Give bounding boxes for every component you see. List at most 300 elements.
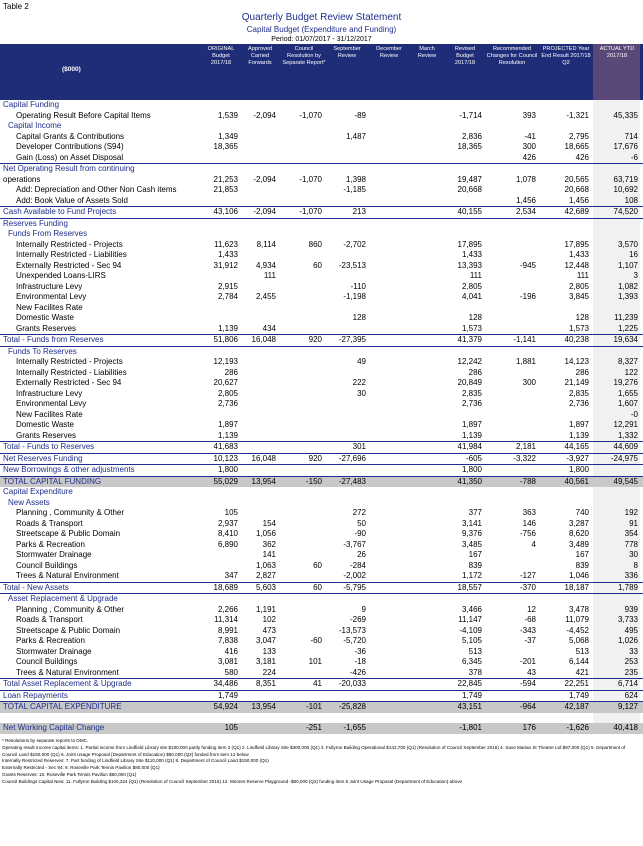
cell-value: 18,365: [213, 142, 238, 151]
cell-value: 43: [527, 667, 536, 677]
table-row: [0, 282, 643, 293]
row-label: Trees & Natural Environment: [16, 667, 119, 677]
cell-value: 3,845: [568, 292, 589, 301]
cell-value: -2,094: [253, 207, 276, 216]
cell-value: -90: [354, 529, 366, 538]
row-label: Externally Restricted - Sec 94: [16, 378, 122, 387]
cell-value: 513: [468, 646, 482, 656]
table-row: [0, 185, 643, 196]
cell-value: 13,954: [251, 476, 276, 486]
cell-value: 1,172: [461, 571, 482, 580]
row-label: Capital Funding: [3, 100, 60, 109]
cell-value: 17,676: [613, 142, 638, 151]
table-row: [0, 175, 643, 186]
table-row: [0, 582, 643, 595]
cell-value: -3,322: [513, 453, 536, 463]
cell-value: 6,714: [617, 679, 638, 688]
cell-value: 860: [308, 239, 322, 249]
table-row: [0, 163, 643, 175]
cell-value: 16,048: [251, 335, 276, 344]
cell-value: -36: [354, 646, 366, 656]
cell-value: 12,291: [613, 420, 638, 429]
table-row: [0, 605, 643, 616]
cell-value: 393: [522, 110, 536, 120]
cell-value: 3,466: [461, 604, 482, 614]
row-label: Internally Restricted - Liabilities: [16, 250, 127, 259]
table-row: [0, 713, 643, 724]
cell-value: 1,749: [461, 690, 482, 700]
table-row: [0, 271, 643, 282]
cell-value: 13,393: [457, 260, 482, 270]
cell-value: 354: [624, 529, 638, 538]
cell-value: -13,573: [338, 625, 366, 635]
column-header-carried-forwards: Approved Carried Forwards: [248, 46, 272, 66]
table-row: [0, 303, 643, 314]
table-row: [0, 142, 643, 153]
cell-value: 2,827: [255, 571, 276, 580]
cell-value: 5,603: [255, 582, 276, 592]
table-row: [0, 100, 643, 111]
cell-value: 55,029: [213, 476, 238, 486]
row-label: Streetscape & Public Domain: [16, 529, 121, 538]
statement-period: Period: 01/07/2017 - 31/12/2017: [271, 36, 372, 43]
cell-value: 224: [262, 667, 276, 677]
cell-value: 11,314: [214, 615, 238, 624]
cell-value: 111: [576, 271, 589, 280]
cell-value: -1,321: [566, 110, 589, 120]
cell-value: -150: [305, 476, 322, 486]
row-label: Loan Repayments: [3, 690, 68, 700]
table-row: [0, 691, 643, 703]
cell-value: 101: [308, 657, 322, 666]
cell-value: 1,349: [217, 131, 238, 141]
table-row: [0, 206, 643, 219]
table-row: [0, 540, 643, 551]
cell-value: 8,351: [255, 679, 276, 688]
row-label: Stormwater Drainage: [16, 550, 92, 559]
cell-value: 8,410: [217, 529, 238, 538]
cell-value: 9,127: [617, 702, 638, 711]
table-row: [0, 657, 643, 668]
table-row: [0, 529, 643, 540]
cell-value: -426: [349, 667, 366, 677]
cell-value: -2,702: [343, 239, 366, 249]
cell-value: 128: [352, 313, 366, 322]
cell-value: 2,915: [217, 281, 238, 291]
cell-value: -1,198: [343, 292, 366, 301]
table-row: [0, 357, 643, 368]
table-row: [0, 132, 643, 143]
cell-value: 1,881: [515, 357, 536, 366]
cell-value: 105: [224, 508, 238, 517]
table-number: Table 2: [3, 2, 29, 11]
table-row: [0, 723, 643, 734]
row-label: Grants Reserves: [16, 430, 77, 440]
cell-value: 513: [575, 646, 589, 656]
cell-value: 1,456: [568, 195, 589, 205]
cell-value: 1,433: [461, 250, 482, 259]
cell-value: 19,276: [613, 378, 638, 387]
cell-value: -68: [524, 615, 536, 624]
row-label: Streetscape & Public Domain: [16, 625, 121, 635]
cell-value: 1,191: [255, 604, 276, 614]
row-label: Domestic Waste: [16, 313, 74, 322]
cell-value: 6,144: [568, 657, 589, 666]
cell-value: 20,668: [457, 185, 482, 194]
cell-value: 18,557: [457, 582, 482, 592]
cell-value: -27,696: [338, 453, 366, 463]
column-header-march: March Review: [417, 46, 437, 59]
footnote: Internally Restricted Reserves: 7. Part funding of Lindfield Library Site $110,000 (Q1) 8. Department of Council Land $150,000 (Q1): [2, 758, 269, 764]
cell-value: 1,789: [617, 582, 638, 592]
cell-value: 2,836: [461, 131, 482, 141]
cell-value: 3,570: [617, 239, 638, 249]
cell-value: 74,520: [613, 207, 638, 216]
table-row: [0, 668, 643, 679]
row-label: Cash Available to Fund Projects: [3, 207, 117, 216]
row-label: Asset Replacement & Upgrade: [8, 594, 118, 603]
cell-value: 167: [468, 550, 482, 559]
row-label: Funds To Reserves: [8, 346, 77, 356]
cell-value: 1,487: [345, 131, 366, 141]
cell-value: -1,070: [299, 174, 322, 184]
cell-value: 3,141: [461, 518, 482, 528]
cell-value: 286: [575, 367, 589, 377]
row-label: New Assets: [8, 497, 50, 507]
cell-value: 19,487: [457, 174, 482, 184]
column-header-original: ORIGINAL Budget 2017/18: [207, 46, 235, 66]
table-row: [0, 111, 643, 122]
cell-value: 363: [522, 508, 536, 517]
table-row: [0, 626, 643, 637]
cell-value: 362: [262, 539, 276, 549]
cell-value: -127: [519, 571, 536, 580]
cell-value: 2,805: [461, 281, 482, 291]
column-header-september: September Review: [333, 46, 361, 59]
cell-value: 33: [629, 646, 638, 656]
cell-value: 1,655: [617, 388, 638, 398]
cell-value: 2,736: [217, 399, 238, 408]
cell-value: -37: [524, 636, 536, 645]
row-label: Add: Depreciation and Other Non Cash items: [16, 185, 177, 194]
cell-value: 920: [308, 453, 322, 463]
cell-value: 2,835: [461, 388, 482, 398]
row-label: Environmental Levy: [16, 399, 87, 408]
cell-value: 128: [575, 313, 589, 322]
cell-value: 43,151: [457, 702, 482, 711]
cell-value: 146: [522, 518, 536, 528]
cell-value: 740: [575, 508, 589, 517]
cell-value: -5,795: [343, 582, 366, 592]
cell-value: -41: [524, 131, 536, 141]
cell-value: 1,046: [568, 571, 589, 580]
cell-value: -370: [519, 582, 536, 592]
cell-value: 1,800: [568, 465, 589, 474]
table-row: [0, 368, 643, 379]
cell-value: 1,078: [515, 174, 536, 184]
cell-value: 34,486: [213, 679, 238, 688]
row-label: Total - New Assets: [3, 582, 69, 592]
cell-value: -284: [349, 560, 366, 570]
row-label: Council Buildings: [16, 560, 78, 570]
column-header-recommended: Recommended Changes for Council Resolution: [486, 46, 538, 66]
table-row: [0, 702, 643, 713]
cell-value: 12,242: [457, 357, 482, 366]
table-row: [0, 389, 643, 400]
row-label: Reserves Funding: [3, 218, 68, 228]
cell-value: 2,805: [568, 281, 589, 291]
cell-value: 133: [262, 646, 276, 656]
cell-value: 45,335: [613, 110, 638, 120]
cell-value: 434: [262, 323, 276, 333]
cell-value: 49: [357, 357, 366, 366]
cell-value: 141: [262, 550, 276, 559]
cell-value: -756: [519, 529, 536, 538]
cell-value: 111: [263, 271, 276, 280]
cell-value: 17,895: [457, 239, 482, 249]
cell-value: 377: [468, 508, 482, 517]
cell-value: 42,689: [564, 207, 589, 216]
cell-value: -201: [519, 657, 536, 666]
cell-value: 235: [624, 667, 638, 677]
footnote: Externally Restricted - Sec 94: 9. Roseville Park Tennis Pavilion $80,000 (Q1): [2, 765, 160, 771]
cell-value: 30: [629, 550, 638, 559]
table-row: [0, 571, 643, 582]
cell-value: 16: [629, 250, 638, 259]
table-row: [0, 678, 643, 691]
cell-value: -1,801: [459, 723, 482, 732]
cell-value: 286: [224, 367, 238, 377]
cell-value: 8,991: [217, 625, 238, 635]
cell-value: 60: [313, 260, 322, 270]
table-row: [0, 250, 643, 261]
cell-value: 2,736: [568, 399, 589, 408]
cell-value: 40,561: [564, 476, 589, 486]
cell-value: 54,924: [213, 702, 238, 711]
cell-value: 167: [575, 550, 589, 559]
cell-value: -1,141: [513, 335, 536, 344]
cell-value: -251: [305, 723, 322, 732]
cell-value: 2,937: [217, 518, 238, 528]
cell-value: 108: [624, 195, 638, 205]
row-label: TOTAL CAPITAL EXPENDITURE: [3, 702, 122, 711]
table-row: [0, 477, 643, 488]
cell-value: 111: [469, 271, 482, 280]
cell-value: 154: [262, 518, 276, 528]
table-row: [0, 550, 643, 561]
row-label: Internally Restricted - Projects: [16, 239, 123, 249]
cell-value: 192: [624, 508, 638, 517]
row-label: Internally Restricted - Projects: [16, 357, 123, 366]
cell-value: 1,749: [217, 690, 238, 700]
table-row: [0, 465, 643, 477]
cell-value: 11,623: [214, 239, 238, 249]
cell-value: 41: [313, 679, 322, 688]
statement-title: Quarterly Budget Review Statement: [241, 12, 402, 23]
cell-value: 1,897: [217, 420, 238, 429]
cell-value: 4,934: [255, 260, 276, 270]
cell-value: -101: [305, 702, 322, 711]
cell-value: -18: [354, 657, 366, 666]
cell-value: 1,393: [617, 292, 638, 301]
cell-value: -1,070: [299, 110, 322, 120]
cell-value: -5,720: [343, 636, 366, 645]
cell-value: -343: [519, 625, 536, 635]
table-row: [0, 219, 643, 230]
budget-table: [0, 100, 643, 734]
cell-value: 3,287: [568, 518, 589, 528]
cell-value: 2,534: [515, 207, 536, 216]
cell-value: 3,047: [255, 636, 276, 645]
cell-value: -1,185: [343, 185, 366, 194]
cell-value: 300: [522, 378, 536, 387]
cell-value: 1,139: [217, 323, 238, 333]
cell-value: -27,395: [338, 335, 366, 344]
row-label: Unexpended Loans-LIRS: [16, 271, 106, 280]
cell-value: 1,082: [617, 281, 638, 291]
cell-value: -0: [630, 409, 638, 419]
column-header-december: December Review: [376, 46, 402, 59]
cell-value: 4: [531, 539, 536, 549]
cell-value: 714: [624, 131, 638, 141]
row-label: Developer Contributions (S94): [16, 142, 124, 151]
cell-value: 12,448: [564, 260, 589, 270]
cell-value: 17,895: [564, 239, 589, 249]
table-row: [0, 324, 643, 335]
cell-value: 939: [624, 604, 638, 614]
cell-value: 18,689: [213, 582, 238, 592]
cell-value: 286: [468, 367, 482, 377]
cell-value: -594: [519, 679, 536, 688]
cell-value: 495: [624, 625, 638, 635]
cell-value: 421: [575, 667, 589, 677]
cell-value: 839: [575, 560, 589, 570]
cell-value: -1,070: [299, 207, 322, 216]
row-label: Trees & Natural Environment: [16, 571, 119, 580]
cell-value: 1,800: [217, 465, 238, 474]
cell-value: 1,139: [461, 430, 482, 440]
cell-value: 1,225: [617, 323, 638, 333]
cell-value: 43,106: [213, 207, 238, 216]
cell-value: 41,683: [213, 442, 238, 451]
cell-value: 10,692: [613, 185, 638, 194]
cell-value: 1,139: [217, 430, 238, 440]
cell-value: 30: [357, 388, 366, 398]
row-label: New Facilites Rate: [16, 409, 83, 419]
cell-value: 336: [624, 571, 638, 580]
cell-value: 1,539: [217, 110, 238, 120]
cell-value: 3: [633, 271, 638, 280]
cell-value: -3,927: [566, 453, 589, 463]
row-label: Roads & Transport: [16, 518, 83, 528]
cell-value: 3,489: [568, 539, 589, 549]
cell-value: 253: [624, 657, 638, 666]
cell-value: 6,890: [217, 539, 238, 549]
cell-value: -20,033: [338, 679, 366, 688]
cell-value: 2,835: [568, 388, 589, 398]
cell-value: 7,838: [217, 636, 238, 645]
cell-value: 1,026: [617, 636, 638, 645]
cell-value: 128: [468, 313, 482, 322]
cell-value: 10,123: [213, 453, 238, 463]
cell-value: -2,094: [253, 110, 276, 120]
cell-value: 21,253: [213, 174, 238, 184]
cell-value: 378: [468, 667, 482, 677]
row-label: Total - Funds to Reserves: [3, 442, 95, 451]
row-label: Stormwater Drainage: [16, 646, 92, 656]
cell-value: 8,620: [568, 529, 589, 538]
unit-label: ($000): [62, 66, 81, 73]
cell-value: 1,573: [461, 323, 482, 333]
table-row: [0, 508, 643, 519]
cell-value: 1,056: [255, 529, 276, 538]
cell-value: 3,485: [461, 539, 482, 549]
cell-value: 8,114: [256, 239, 276, 249]
cell-value: 16,048: [251, 453, 276, 463]
cell-value: 4,041: [461, 292, 482, 301]
table-row: [0, 647, 643, 658]
cell-value: 3,733: [617, 615, 638, 624]
table-row: [0, 441, 643, 454]
cell-value: 49,545: [613, 476, 638, 486]
cell-value: 31,912: [213, 260, 238, 270]
cell-value: 1,800: [461, 465, 482, 474]
table-row: [0, 347, 643, 358]
cell-value: 1,897: [568, 420, 589, 429]
cell-value: 9: [361, 604, 366, 614]
cell-value: 41,984: [457, 442, 482, 451]
row-label: Environmental Levy: [16, 292, 87, 301]
cell-value: -1,626: [566, 723, 589, 732]
cell-value: 1,332: [617, 430, 638, 440]
cell-value: -196: [519, 292, 536, 301]
cell-value: 105: [224, 723, 238, 732]
cell-value: -945: [519, 260, 536, 270]
table-row: [0, 487, 643, 498]
cell-value: 1,063: [255, 560, 276, 570]
cell-value: 3,081: [217, 657, 238, 666]
row-label: Council Buildings: [16, 657, 78, 666]
table-row: [0, 454, 643, 466]
cell-value: -4,452: [566, 625, 589, 635]
row-label: Planning , Community & Other: [16, 604, 125, 614]
cell-value: 1,433: [217, 250, 238, 259]
column-header-revised: Revised Budget 2017/18: [454, 46, 476, 66]
row-label: Add: Book Value of Assets Sold: [16, 195, 128, 205]
cell-value: 300: [522, 142, 536, 151]
row-label: Capital Grants & Contributions: [16, 131, 125, 141]
cell-value: 426: [522, 152, 536, 162]
cell-value: 20,627: [213, 378, 238, 387]
table-row: [0, 498, 643, 509]
row-label: Funds From Reserves: [8, 229, 88, 238]
table-row: [0, 313, 643, 324]
cell-value: 2,784: [217, 292, 238, 301]
table-row: [0, 229, 643, 240]
footnote: * Resolutions by separate reports to OMC.: [2, 738, 89, 743]
cell-value: 5,105: [461, 636, 482, 645]
row-label: Infrastructure Levy: [16, 281, 83, 291]
cell-value: 51,806: [213, 335, 238, 344]
footnote: Operating result Income capital items: 1. Partial income from Lindfield Library site $100,000 partly funding item 2 (Q1) 2. Lindfield Library Site $300,000 (Q1) 3. Fullyron Building Operational $142,700 (Q1) (Resolution of Council September 2016) 4. Save Marian St Theatre Ltd $97,000 (Q1) 5. Department of Council Land $150,000 (Q1) 6. Joint Usage Proposal (Department of Education) $80,000 (Q2) funded from item 12 below: [2, 744, 626, 757]
cell-value: 122: [624, 367, 638, 377]
cell-value: 18,365: [457, 142, 482, 151]
row-label: Operating Result Before Capital Items: [16, 110, 151, 120]
cell-value: 6,345: [461, 657, 482, 666]
footnote: Council Buildings Capital New: 11. Fullyron Building $100,324 (Q1) (Resolution of Council September 2016) 12. Moores Reserve Playground -$80,000 (Q2) funding item 6 Joint Usage Proposal (Department of Education) above: [2, 778, 463, 784]
cell-value: 40,418: [613, 723, 638, 732]
cell-value: 416: [224, 646, 238, 656]
